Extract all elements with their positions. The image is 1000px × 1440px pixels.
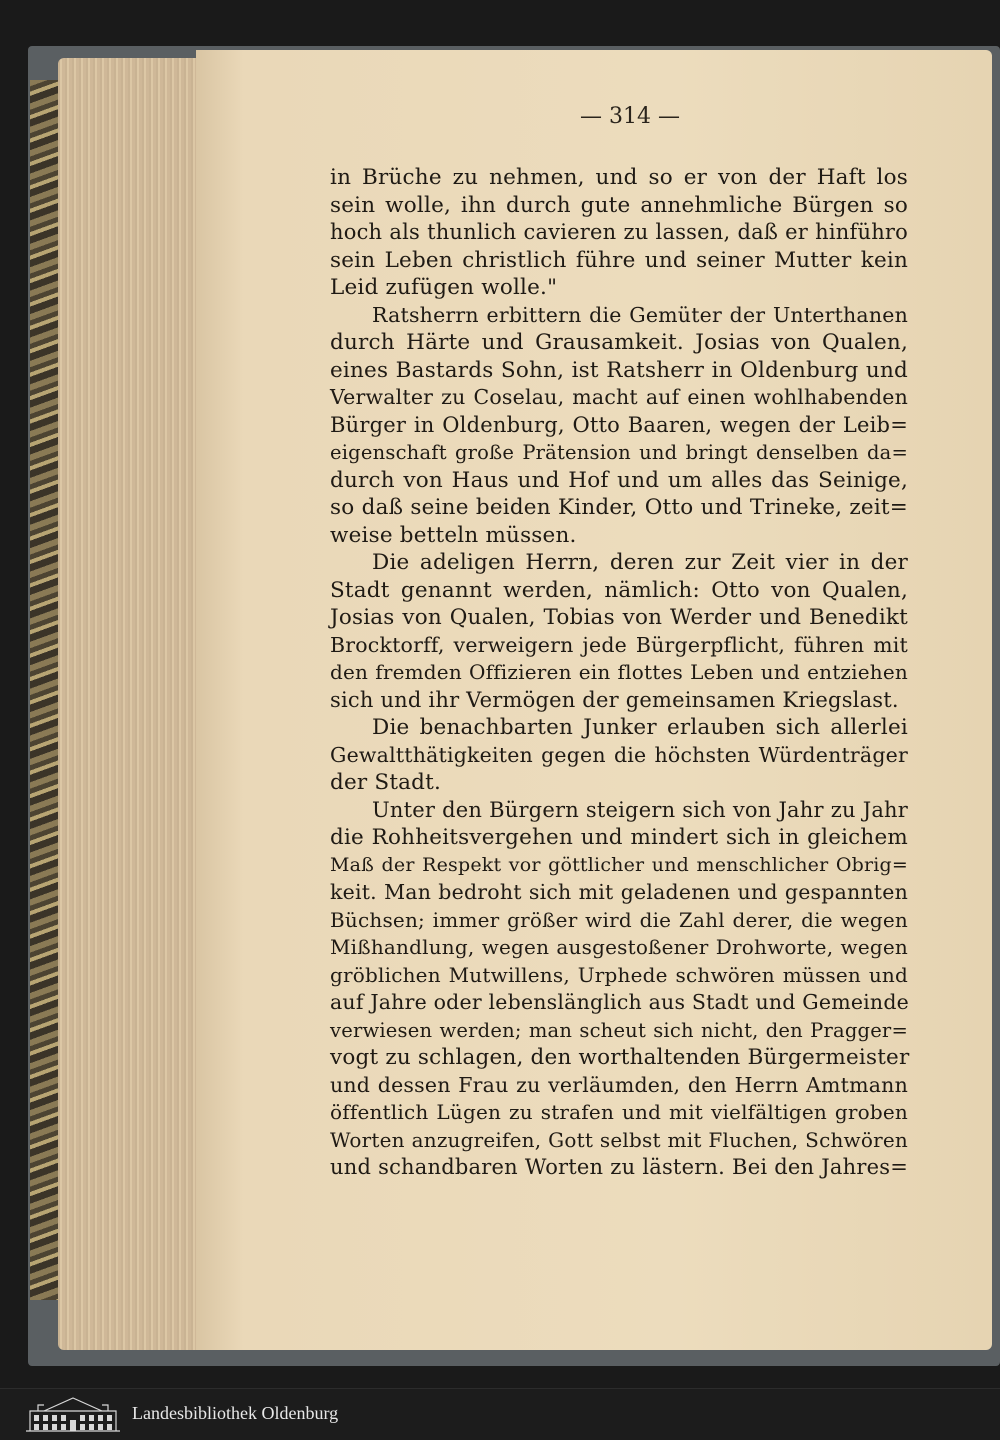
text-line: sich und ihr Vermögen der gemeinsamen Kriegslast. xyxy=(330,687,899,712)
text-line: so daß seine beiden Kinder, Otto und Trineke, zeit= xyxy=(330,495,908,520)
text-line: sein wolle, ihn durch gute annehmliche Bürgen so xyxy=(330,192,908,218)
text-line: öffentlich Lügen zu strafen und mit vielfältigen groben xyxy=(330,1100,908,1124)
library-building-icon xyxy=(24,1395,122,1433)
text-line: Stadt genannt werden, nämlich: Otto von Qualen, xyxy=(330,577,908,603)
text-line: der Stadt. xyxy=(330,770,442,795)
text-line: Leid zufügen wolle." xyxy=(330,275,558,300)
text-line: Verwalter zu Coselau, macht auf einen wohlhabenden xyxy=(330,385,908,409)
text-line: Brocktorff, verweigern jede Bürgerpflicht, führen mit xyxy=(330,632,908,657)
text-line: durch von Haus und Hof und um alles das Seinige, xyxy=(330,467,908,493)
text-line: Bürger in Oldenburg, Otto Baaren, wegen der Leib= xyxy=(330,412,908,437)
text-line: und dessen Frau zu verläumden, den Herrn Amtmann xyxy=(330,1072,908,1097)
text-line: Gewaltthätigkeiten gegen die höchsten Würdenträger xyxy=(330,742,908,767)
text-line: Josias von Qualen, Tobias von Werder und Benedikt xyxy=(330,605,908,630)
text-line: keit. Man bedroht sich mit geladenen und gespannten xyxy=(330,880,908,904)
text-line: Büchsen; immer größer wird die Zahl derer, die wegen xyxy=(330,907,908,932)
page-block-edge xyxy=(58,58,200,1350)
text-line: verwiesen werden; man scheut sich nicht, den Pragger= xyxy=(330,1018,908,1042)
text-line: Worten anzugreifen, Gott selbst mit Fluchen, Schwören xyxy=(330,1127,908,1152)
library-name: Landesbibliothek Oldenburg xyxy=(132,1403,339,1423)
text-line: Unter den Bürgern steigern sich von Jahr zu Jahr xyxy=(372,797,908,822)
text-line: weise betteln müssen. xyxy=(330,522,577,548)
text-line: Die adeligen Herrn, deren zur Zeit vier in der xyxy=(372,550,908,575)
marbled-edge xyxy=(30,80,60,1300)
text-line: in Brüche zu nehmen, und so er von der Haft los xyxy=(330,165,908,190)
text-line: Die benachbarten Junker erlauben sich allerlei xyxy=(372,715,908,740)
text-line: gröblichen Mutwillens, Urphede schwören müssen und xyxy=(330,962,908,987)
text-line: Maß der Respekt vor göttlicher und menschlicher Obrig= xyxy=(330,853,908,876)
text-line: den fremden Offizieren ein flottes Leben und entziehen xyxy=(330,660,908,684)
text-line: sein Leben christlich führe und seiner Mutter kein xyxy=(330,247,908,273)
text-line: auf Jahre oder lebenslänglich aus Stadt und Gemeinde xyxy=(330,990,909,1014)
text-line: Ratsherrn erbittern die Gemüter der Unterthanen xyxy=(372,302,908,327)
page-text xyxy=(330,164,908,1182)
footer-bar xyxy=(0,1388,1000,1440)
text-line: eigenschaft große Prätension und bringt denselben da= xyxy=(330,441,908,464)
text-line: vogt zu schlagen, den worthaltenden Bürgermeister xyxy=(330,1045,910,1070)
text-line: durch Härte und Grausamkeit. Josias von Qualen, xyxy=(330,330,908,355)
text-line: eines Bastards Sohn, ist Ratsherr in Oldenburg und xyxy=(330,357,908,383)
page-number: — 314 — xyxy=(580,104,680,129)
text-line: hoch als thunlich cavieren zu lassen, daß er hinführo xyxy=(330,220,908,244)
text-line: die Rohheitsvergehen und mindert sich in gleichem xyxy=(330,825,908,850)
text-line: Mißhandlung, wegen ausgestoßener Drohworte, wegen xyxy=(330,935,908,959)
text-line: und schandbaren Worten zu lästern. Bei den Jahres= xyxy=(330,1155,908,1179)
